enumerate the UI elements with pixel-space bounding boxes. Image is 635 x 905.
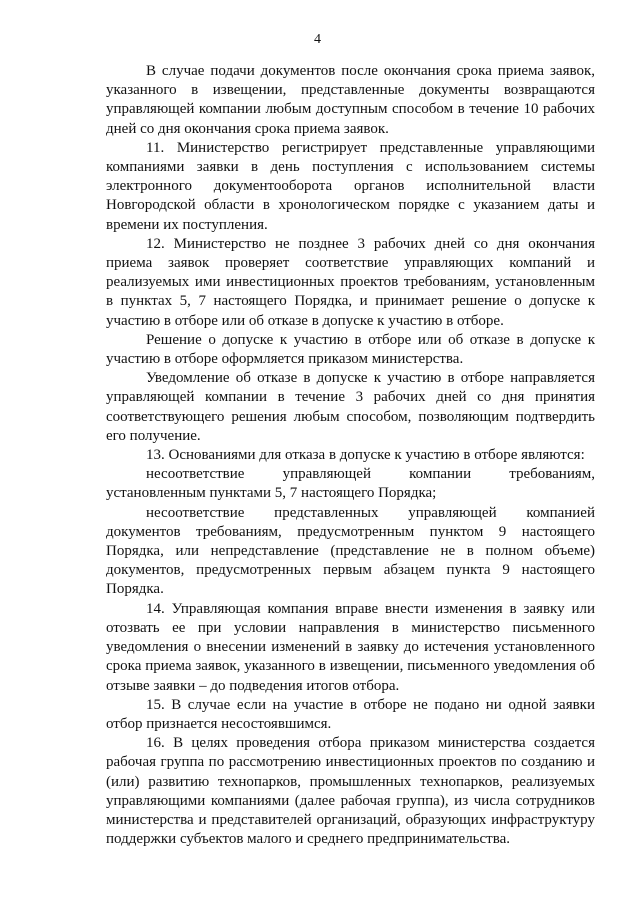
paragraph-ground-noncompliance-documents: несоответствие представленных управляющей компанией документов требованиям, предусмотренным пунктом 9 настоящего Порядка, или непредставление (представление не в полном объеме) документов, предусмотренных первым абзацем пункта 9 настоящего Порядка. [106,504,595,598]
paragraph-11-registration: 11. Министерство регистрирует представленные управляющими компаниями заявки в день поступления с использованием системы электронного документооборота органов исполнительной власти Новгородской области в хронологическом порядке с указанием даты и времени их поступления. [106,139,595,233]
paragraph-admission-decision: Решение о допуске к участию в отборе или об отказе в допуске к участию в отборе оформляется приказом министерства. [106,331,595,368]
paragraph-15-failed-selection: 15. В случае если на участие в отборе не подано ни одной заявки отбор признается несостоявшимся. [106,696,595,732]
paragraph-refusal-notice: Уведомление об отказе в допуске к участию в отборе направляется управляющей компании в течение 3 рабочих дней со дня принятия соответствующего решения любым способом, позволяющим подтвердить его получение. [106,370,595,444]
document-body [106,62,595,849]
paragraph-return-of-documents: В случае подачи документов после окончания срока приема заявок, указанного в извещении, представленные документы возвращаются управляющей компании любым доступным способом в течение 10 рабочих дней со дня окончания срока приема заявок. [106,63,595,137]
paragraph-14-changes-withdrawal: 14. Управляющая компания вправе внести изменения в заявку или отозвать ее при условии направления в министерство письменного уведомления о внесении изменений в заявку до истечения установленного срока приема заявок, указанного в извещении, письменного уведомления об отзыве заявки – до подведения итогов отбора. [106,600,595,694]
page-number: 4 [314,32,321,47]
paragraph-13-refusal-grounds: 13. Основаниями для отказа в допуске к участию в отборе являются: [146,447,585,464]
paragraph-16-working-group: 16. В целях проведения отбора приказом министерства создается рабочая группа по рассмотрению инвестиционных проектов по созданию и (или) развитию технопарков, промышленных технопарков, реализуемых управляющими компаниями (далее рабочая группа), из числа сотрудников министерства и представителей организаций, образующих инфраструктуру поддержки субъектов малого и среднего предпринимательства. [106,735,595,848]
paragraph-ground-noncompliance-company: несоответствие управляющей компании требованиям, установленным пунктами 5, 7 настоящего Порядка; [106,466,595,502]
paragraph-12-verification: 12. Министерство не позднее 3 рабочих дней со дня окончания приема заявок проверяет соответствие управляющих компаний и реализуемых ими инвестиционных проектов требованиям, установленным в пунктах 5, 7 настоящего Порядка, и принимает решение о допуске к участию в отборе или об отказе в допуске к участию в отборе. [106,235,595,329]
